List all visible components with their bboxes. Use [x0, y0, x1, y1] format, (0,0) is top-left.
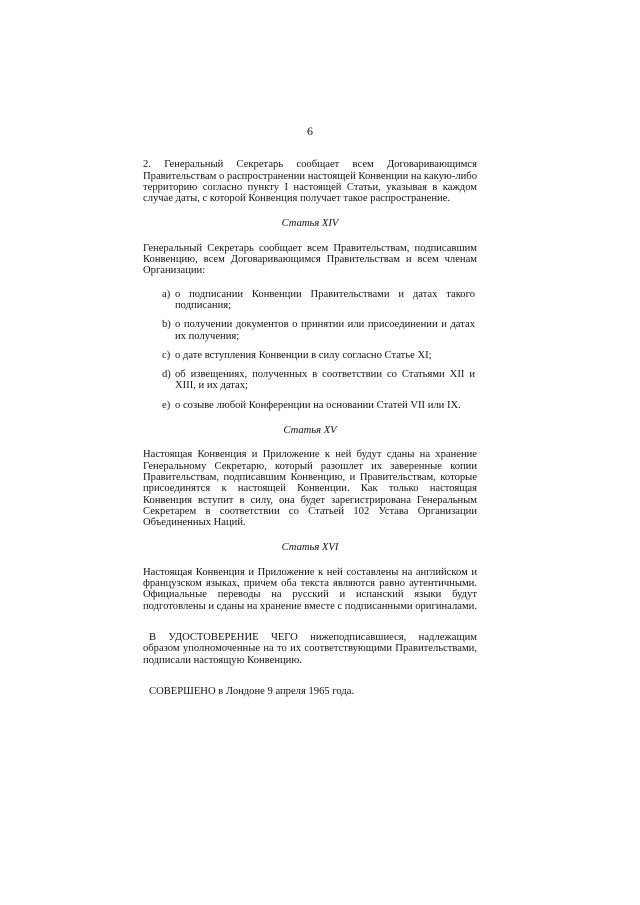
list-item-text: о подписании Конвенции Правительствами и датах такого подписания; — [175, 288, 475, 311]
document-page — [143, 126, 477, 697]
done-clause: СОВЕРШЕНО в Лондоне 9 апреля 1965 года. — [149, 685, 355, 697]
list-marker: a) — [162, 288, 171, 300]
article-14-list — [143, 289, 477, 411]
list-marker: e) — [162, 399, 171, 411]
list-item-text: о дате вступления Конвенции в силу согласно Статье XI; — [175, 349, 432, 361]
list-item — [143, 319, 477, 342]
list-item — [143, 350, 477, 361]
page-number: 6 — [307, 124, 313, 138]
paragraph-2: 2. Генеральный Секретарь сообщает всем Договаривающимся Правительствам о распространении настоящей Конвенции на какую-либо территорию согласно пункту I настоящей Статьи, указывая в каждом случае даты, с которой Конвенция получает такое распространение. — [143, 159, 477, 205]
article-16-heading: Статья XVI — [281, 542, 339, 554]
article-14-intro: Генеральный Секретарь сообщает всем Правительствам, подписавшим Конвенцию, всем Договаривающимся Правительствам и всем членам Организации: — [143, 242, 477, 277]
article-16-text: Настоящая Конвенция и Приложение к ней составлены на английском и французском языках, причем оба текста являются равно аутентичными. Официальные переводы на русский и испанский языки будут подготовлены и сданы на хранение вместе с подписанными оригиналами. — [143, 566, 477, 612]
list-marker: d) — [162, 369, 171, 381]
article-14-heading: Статья XIV — [281, 218, 339, 230]
list-marker: c) — [162, 349, 171, 361]
list-marker: b) — [162, 319, 171, 331]
list-item-text: о созыве любой Конференции на основании Статей VII или IX. — [175, 399, 461, 411]
list-item — [143, 400, 477, 411]
list-item-text: об извещениях, полученных в соответствии со Статьями XII и XIII, и их датах; — [175, 369, 475, 392]
article-15-text: Настоящая Конвенция и Приложение к ней будут сданы на хранение Генеральному Секретарю, который разошлет их заверенные копии Правительствам, подписавшим Конвенцию, и Правительствам, которые присоединятся к настоящей Конвенции. Как только настоящая Конвенция вступит в силу, она будет зарегистрирована Генеральным Секретарем в соответствии со Статьей 102 Устава Организации Объединенных Наций. — [143, 449, 477, 529]
article-15-heading: Статья XV — [283, 425, 337, 437]
list-item — [143, 369, 477, 392]
witness-clause: В УДОСТОВЕРЕНИЕ ЧЕГО нижеподписавшиеся, надлежащим образом уполномоченные на то их соответствующими Правительствами, подписали настоящую Конвенцию. — [143, 631, 477, 666]
list-item — [143, 289, 477, 312]
list-item-text: о получении документов о принятии или присоединении и датах их получения; — [175, 319, 475, 342]
